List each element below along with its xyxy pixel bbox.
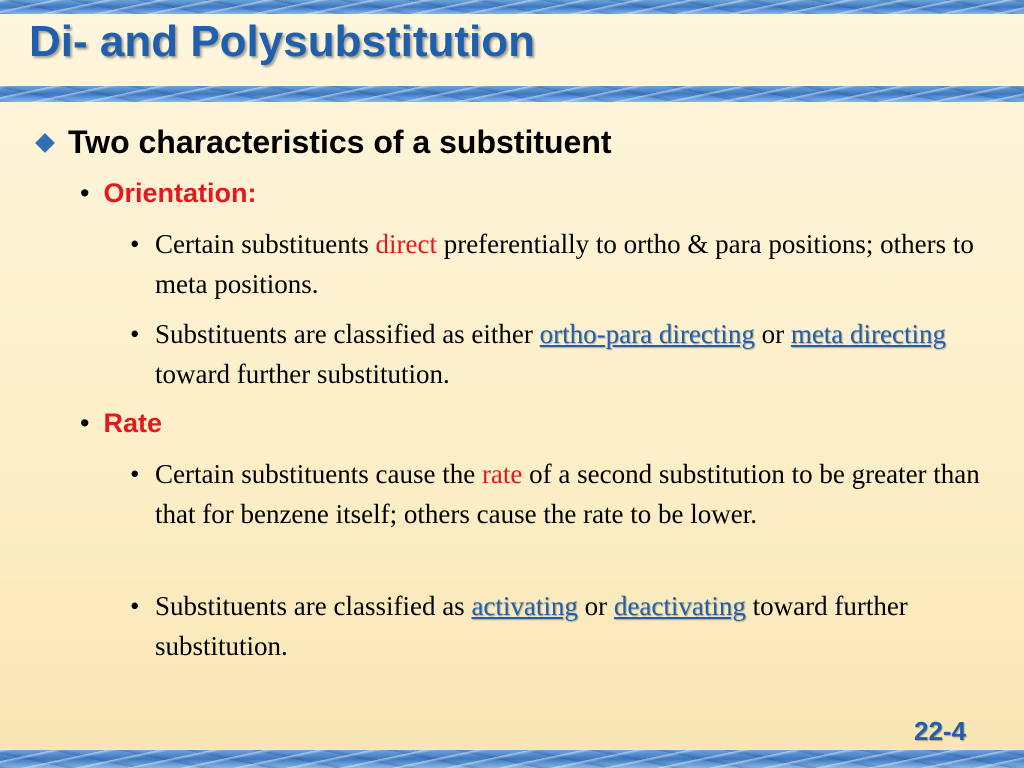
highlight-rate: rate <box>481 459 523 489</box>
term-deactivating[interactable]: deactivating <box>613 591 746 621</box>
orientation-heading-text: Orientation: <box>103 178 257 208</box>
orientation-item-1-text <box>155 224 1010 304</box>
main-bullet <box>34 122 612 162</box>
bullet-dot: • <box>130 459 140 489</box>
text-segment: Certain substituents <box>155 229 376 259</box>
text-segment: toward further substitution. <box>155 591 908 661</box>
text-segment: or <box>577 591 614 621</box>
term-meta-directing[interactable]: meta directing <box>790 319 946 349</box>
text-segment: Certain substituents cause the <box>155 459 482 489</box>
bullet-dot: • <box>80 408 90 438</box>
slide-title: Di- and Polysubstitution <box>29 17 535 66</box>
orientation-item-2 <box>130 314 1010 394</box>
bullet-dot: • <box>130 591 140 621</box>
bullet-dot: • <box>80 178 90 208</box>
orientation-item-1 <box>130 224 1010 304</box>
main-bullet-text: Two characteristics of a substituent <box>68 124 612 160</box>
bullet-dot: • <box>130 319 140 349</box>
term-ortho-para-directing[interactable]: ortho-para directing <box>539 319 755 349</box>
term-activating[interactable]: activating <box>471 591 578 621</box>
orientation-item-2-text <box>155 314 1010 394</box>
orientation-heading <box>80 176 256 210</box>
rate-item-2-text <box>155 586 1010 666</box>
text-segment: toward further substitution. <box>155 359 450 389</box>
diamond-bullet-icon <box>35 133 55 153</box>
text-segment: Substituents are classified as either <box>155 319 540 349</box>
rate-item-1 <box>130 454 1010 534</box>
highlight-direct: direct <box>375 229 437 259</box>
text-segment: Substituents are classified as <box>155 591 472 621</box>
rate-heading <box>80 406 162 440</box>
bullet-dot: • <box>130 229 140 259</box>
text-segment: or <box>754 319 791 349</box>
text-segment: preferentially to ortho & para positions; others to meta positions. <box>155 229 974 299</box>
text-segment: of a second substitution to be greater than that for benzene itself; others cause the rate to be lower. <box>155 459 980 529</box>
page-number: 22-4 <box>914 716 967 746</box>
rate-item-2 <box>130 586 1010 666</box>
rate-item-1-text <box>155 454 1010 534</box>
rate-heading-text: Rate <box>103 408 162 438</box>
